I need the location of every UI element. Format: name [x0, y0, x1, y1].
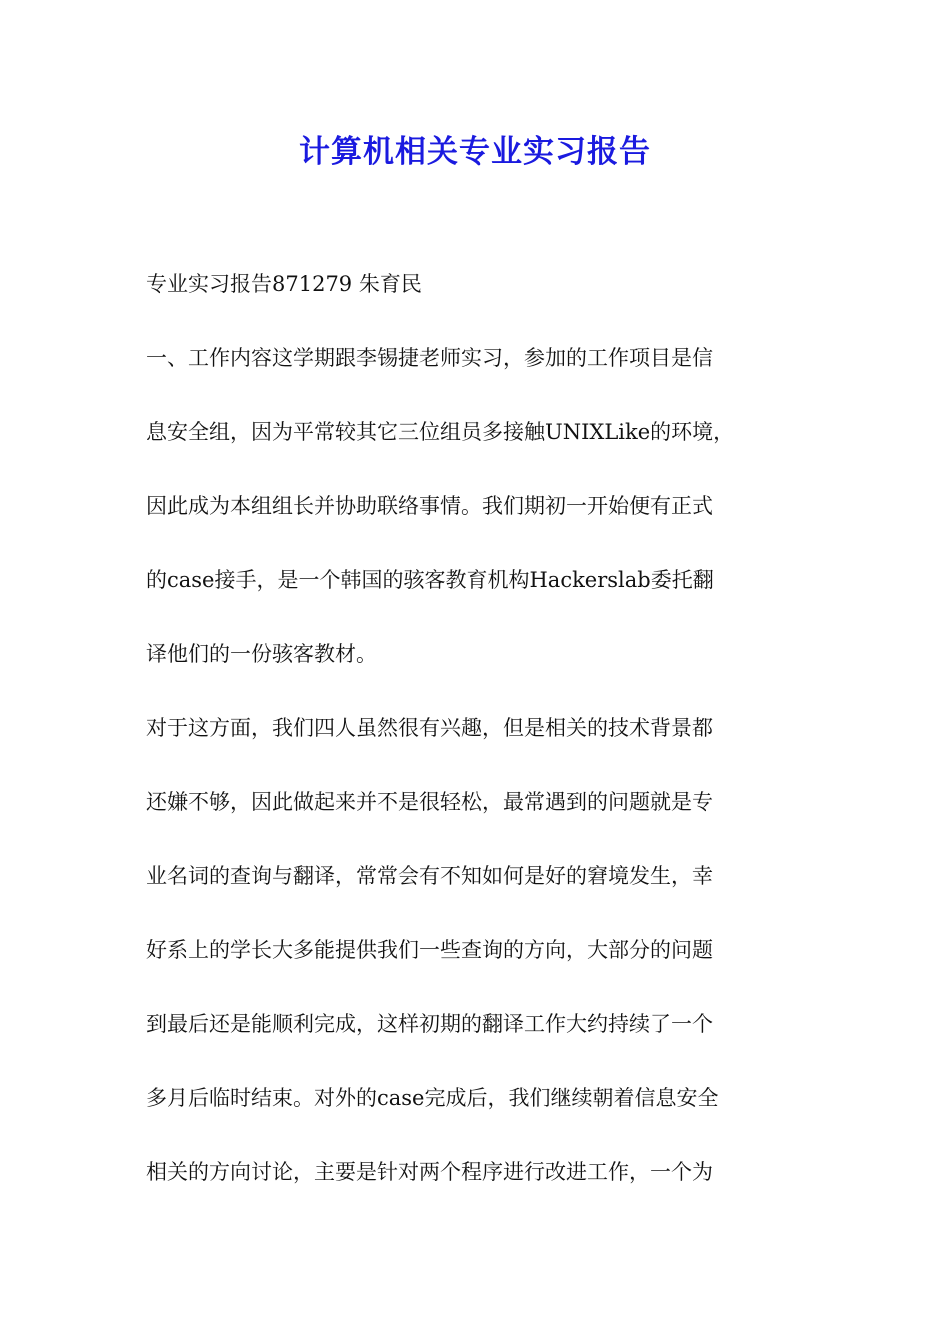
document-title: 计算机相关专业实习报告 — [299, 134, 651, 170]
body-line: 相关的方向讨论，主要是针对两个程序进行改进工作，一个为 — [146, 1160, 713, 1184]
body-line: 到最后还是能顺利完成，这样初期的翻译工作大约持续了一个 — [146, 1012, 713, 1036]
body-line: 多月后临时结束。对外的case完成后，我们继续朝着信息安全 — [146, 1086, 719, 1110]
body-line: 好系上的学长大多能提供我们一些查询的方向，大部分的问题 — [146, 938, 713, 962]
body-line: 的case接手，是一个韩国的骇客教育机构Hackerslab委托翻 — [146, 568, 714, 592]
body-line: 业名词的查询与翻译，常常会有不知如何是好的窘境发生，幸 — [146, 864, 713, 888]
body-line: 因此成为本组组长并协助联络事情。我们期初一开始便有正式 — [146, 494, 713, 518]
body-line: 还嫌不够，因此做起来并不是很轻松，最常遇到的问题就是专 — [146, 790, 713, 814]
body-line: 对于这方面，我们四人虽然很有兴趣，但是相关的技术背景都 — [146, 716, 713, 740]
document-body — [146, 262, 806, 1224]
body-line: 息安全组，因为平常较其它三位组员多接触UNIXLike的环境， — [146, 420, 735, 444]
body-line: 专业实习报告871279 朱育民 — [146, 272, 422, 296]
body-line: 一、工作内容这学期跟李锡捷老师实习，参加的工作项目是信 — [146, 346, 713, 370]
body-line: 译他们的一份骇客教材。 — [146, 642, 377, 666]
